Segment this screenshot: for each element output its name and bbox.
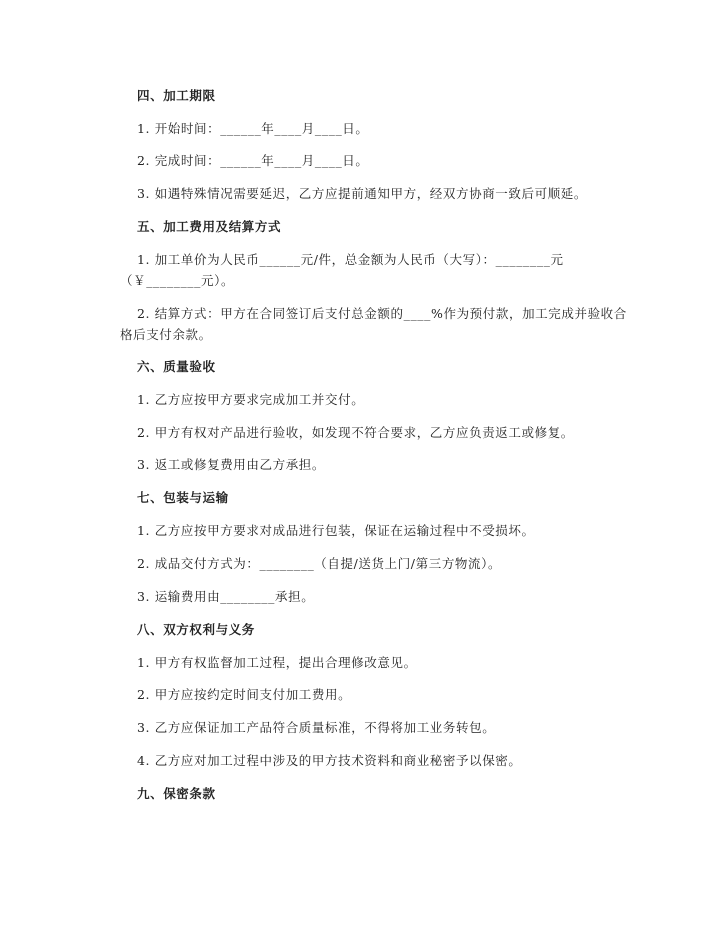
paragraph: 3. 返工或修复费用由乙方承担。: [137, 457, 326, 472]
paragraph: 1. 加工单价为人民币______元/件，总金额为人民币（大写）：________元（￥________元）。: [120, 252, 564, 288]
paragraph: 3. 如遇特殊情况需要延迟，乙方应提前通知甲方，经双方协商一致后可顺延。: [137, 186, 588, 201]
paragraph: 4. 乙方应对加工过程中涉及的甲方技术资料和商业秘密予以保密。: [137, 753, 522, 768]
paragraph: 3. 乙方应保证加工产品符合质量标准，不得将加工业务转包。: [137, 720, 496, 735]
section-heading: 八、双方权利与义务: [137, 622, 255, 637]
paragraph: 2. 甲方应按约定时间支付加工费用。: [137, 687, 352, 702]
section-heading: 七、包装与运输: [137, 490, 229, 505]
paragraph: 1. 乙方应按甲方要求对成品进行包装，保证在运输过程中不受损坏。: [137, 523, 535, 538]
paragraph: 2. 成品交付方式为：________（自提/送货上门/第三方物流）。: [137, 556, 502, 571]
paragraph: 1. 甲方有权监督加工过程，提出合理修改意见。: [137, 655, 417, 670]
paragraph: 1. 开始时间：______年____月____日。: [137, 121, 369, 136]
section-heading: 五、加工费用及结算方式: [137, 219, 282, 234]
paragraph: 2. 完成时间：______年____月____日。: [137, 153, 369, 168]
section-heading: 四、加工期限: [137, 88, 216, 103]
paragraph: 1. 乙方应按甲方要求完成加工并交付。: [137, 392, 365, 407]
section-heading: 六、质量验收: [137, 359, 216, 374]
section-heading: 九、保密条款: [137, 786, 216, 801]
paragraph: 2. 结算方式：甲方在合同签订后支付总金额的____%作为预付款，加工完成并验收合格后支付余款。: [120, 306, 627, 342]
paragraph: 3. 运输费用由________承担。: [137, 589, 315, 604]
paragraph: 2. 甲方有权对产品进行验收，如发现不符合要求，乙方应负责返工或修复。: [137, 425, 574, 440]
